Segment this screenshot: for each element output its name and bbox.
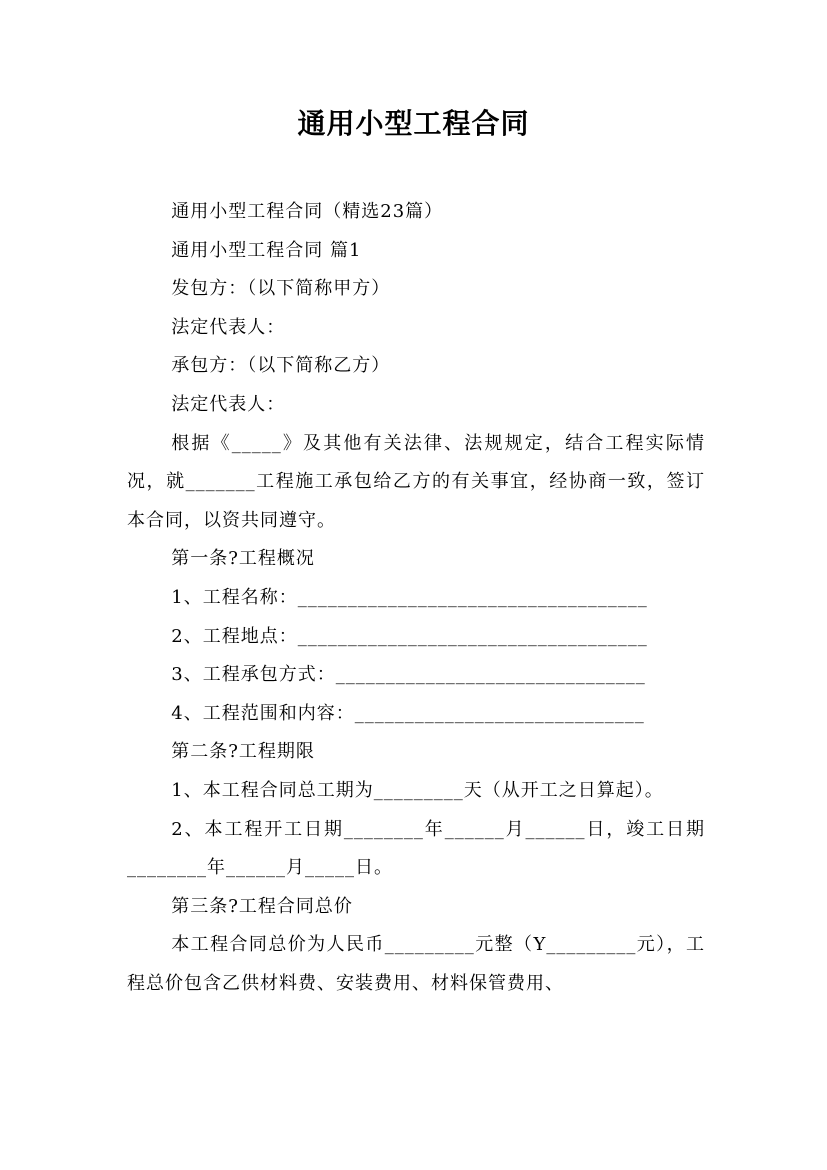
paragraph-contractor-representative: 法定代表人： bbox=[171, 393, 286, 415]
paragraph-employer-representative: 法定代表人： bbox=[171, 316, 286, 338]
document-body bbox=[127, 193, 705, 1003]
article-2-item-2: 2、本工程开工日期________年______月______日，竣工日期________年______月_____日。 bbox=[127, 818, 705, 879]
article-1-item-1: 1、工程名称：___________________________________ bbox=[171, 586, 648, 608]
article-3-heading: 第三条?工程合同总价 bbox=[171, 895, 353, 917]
article-2-heading: 第二条?工程期限 bbox=[171, 741, 315, 763]
paragraph-subtitle: 通用小型工程合同（精选23篇） bbox=[171, 201, 444, 222]
article-3-paragraph: 本工程合同总价为人民币_________元整（Y_________元），工程总价包含乙供材料费、安装费用、材料保管费用、 bbox=[127, 934, 705, 994]
article-1-item-2: 2、工程地点：___________________________________ bbox=[171, 625, 648, 647]
article-1-item-3: 3、工程承包方式：_______________________________ bbox=[171, 664, 646, 686]
document-title: 通用小型工程合同 bbox=[297, 107, 530, 140]
paragraph-section-heading: 通用小型工程合同 篇1 bbox=[171, 239, 362, 261]
article-2-item-1: 1、本工程合同总工期为_________天（从开工之日算起）。 bbox=[171, 779, 664, 801]
paragraph-employer: 发包方：（以下简称甲方） bbox=[171, 278, 391, 300]
paragraph-preamble: 根据《_____》及其他有关法律、法规规定，结合工程实际情况，就_______工程施工承包给乙方的有关事宜，经协商一致，签订本合同，以资共同遵守。 bbox=[127, 432, 705, 531]
article-1-heading: 第一条?工程概况 bbox=[171, 548, 315, 570]
article-1-item-4: 4、工程范围和内容：_____________________________ bbox=[171, 702, 645, 724]
paragraph-contractor: 承包方：（以下简称乙方） bbox=[171, 355, 391, 377]
